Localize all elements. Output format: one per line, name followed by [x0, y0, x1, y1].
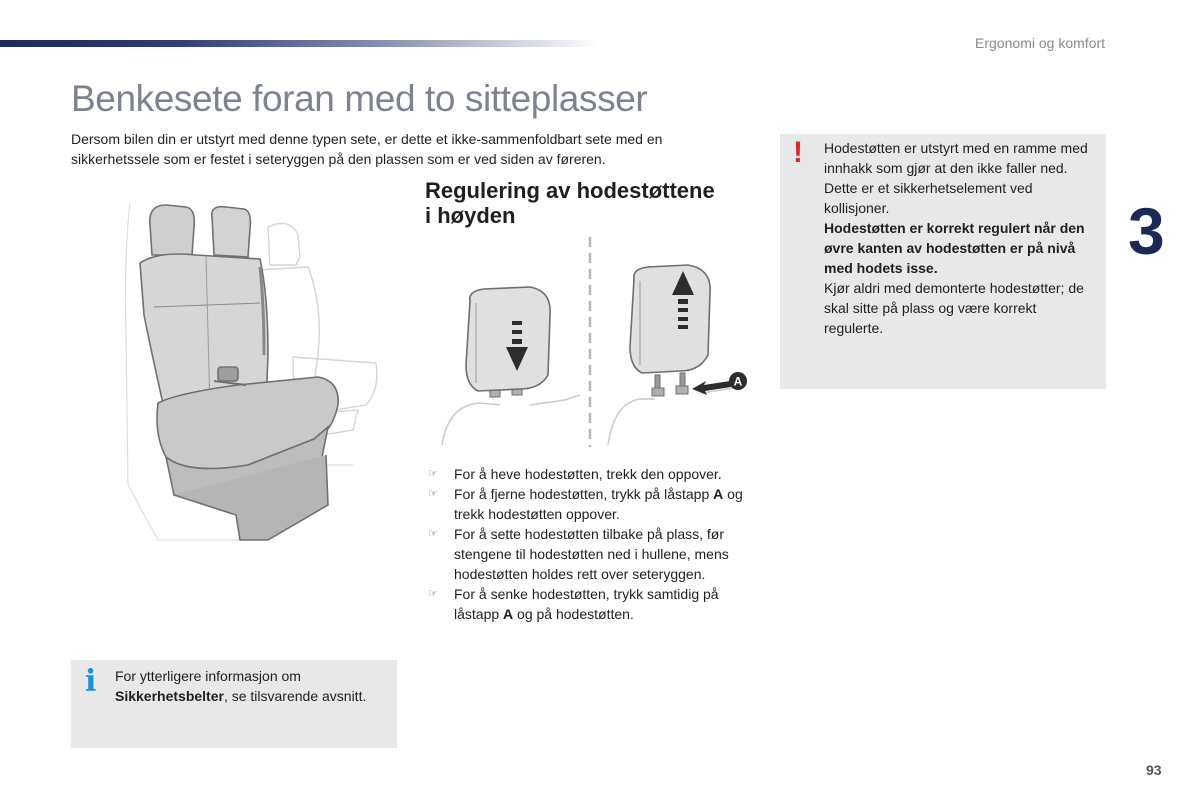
pointing-hand-icon: ☞ [428, 588, 438, 600]
step-text-pre: For å fjerne hodestøtten, trykk på låstapp [454, 486, 714, 502]
warning-paragraph-2 [824, 218, 1099, 278]
subheading-line-2: i høyden [425, 203, 516, 228]
warning-text [824, 138, 1099, 338]
step-text: For å sette hodestøtten tilbake på plass, før stengene til hodestøtten ned i hullene, mens hodestøtten holdes rett over seteryggen. [454, 526, 729, 582]
info-box [71, 660, 397, 748]
headrest-lower-panel [442, 287, 580, 445]
pointing-hand-icon: ☞ [428, 468, 438, 480]
intro-paragraph [71, 129, 751, 169]
info-text-post: , se tilsvarende avsnitt. [223, 688, 367, 704]
list-item [425, 524, 765, 584]
lock-label-a: A [733, 374, 743, 389]
step-text-bold: A [503, 606, 514, 622]
bench-seat-illustration [118, 195, 388, 550]
subheading-line-1: Regulering av hodestøttene [425, 178, 715, 203]
list-item [425, 584, 765, 624]
pointing-hand-icon: ☞ [428, 528, 438, 540]
page-title: Benkesete foran med to sitteplasser [71, 78, 648, 119]
chapter-number: 3 [1128, 194, 1165, 268]
page-number: 93 [1146, 762, 1162, 778]
instruction-list [425, 464, 765, 624]
exclamation-icon: ! [793, 136, 803, 169]
step-text-post: og trekk hodestøtten oppover. [454, 486, 743, 522]
section-label: Ergonomi og komfort [975, 35, 1105, 51]
lock-tab-pointer [692, 372, 747, 395]
list-item [425, 484, 765, 524]
info-text-pre: For ytterligere informasjon om [115, 668, 301, 684]
intro-line-1: Dersom bilen din er utstyrt med denne typen sete, er dette et ikke-sammenfoldbart sete med en [71, 131, 663, 147]
step-text-pre: For å senke hodestøtten, trykk samtidig på låstapp [454, 586, 719, 622]
warning-paragraph-1: Hodestøtten er utstyrt med en ramme med innhakk som gjør at den ikke faller ned. Dette er et sikkerhetselement ved kollisjoner. [824, 140, 1088, 216]
info-icon: i [85, 664, 97, 699]
info-text [115, 666, 385, 706]
step-text-post: og på hodestøtten. [513, 606, 634, 622]
step-text: For å heve hodestøtten, trekk den oppover. [454, 466, 722, 482]
header-accent-bar [0, 40, 600, 47]
warning-paragraph-3: Kjør aldri med demonterte hodestøtter; de skal sitte på plass og være korrekt regulerte. [824, 280, 1084, 336]
warning-bold-text: Hodestøtten er korrekt regulert når den øvre kanten av hodestøtten er på nivå med hodets isse. [824, 220, 1085, 276]
step-text-bold: A [713, 486, 724, 502]
pointing-hand-icon: ☞ [428, 488, 438, 500]
info-link-text: Sikkerhetsbelter [115, 688, 224, 704]
warning-box [780, 134, 1106, 389]
headrest-illustration [440, 235, 760, 450]
bench-seat [140, 205, 338, 540]
intro-line-2: sikkerhetssele som er festet i seteryggen på den plassen som er ved siden av føreren. [71, 151, 606, 167]
section-subheading [425, 178, 765, 228]
headrest-raised-panel [608, 265, 747, 445]
list-item [425, 464, 765, 484]
